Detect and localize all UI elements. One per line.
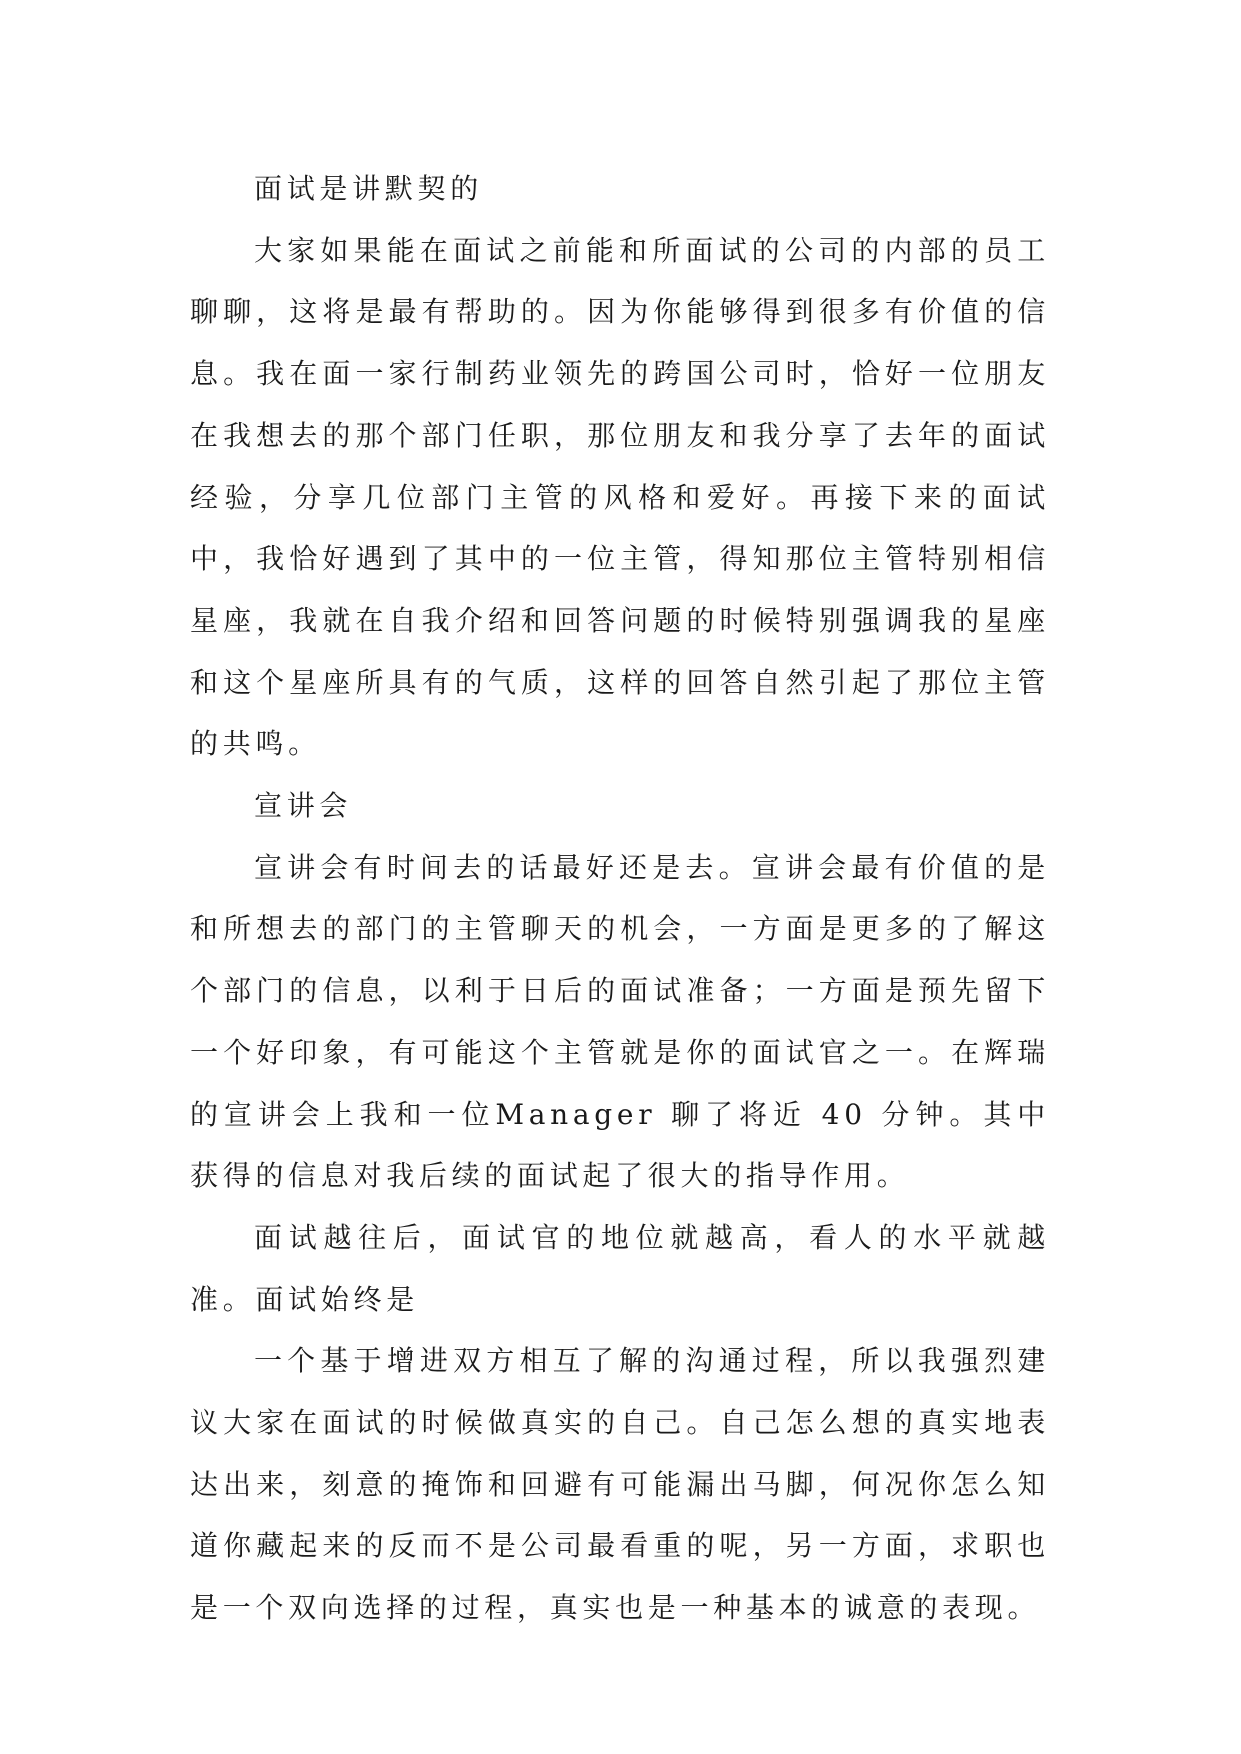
document-body [190, 158, 1050, 1639]
paragraph-be-yourself: 一个基于增进双方相互了解的沟通过程，所以我强烈建议大家在面试的时候做真实的自己。自己怎么想的真实地表达出来，刻意的掩饰和回避有可能漏出马脚，何况你怎么知道你藏起来的反而不是公司最看重的呢，另一方面，求职也是一个双向选择的过程，真实也是一种基本的诚意的表现。 [190, 1344, 1050, 1625]
section-heading-tacit-understanding: 面试是讲默契的 [254, 172, 483, 205]
paragraph-later-interviews: 面试越往后，面试官的地位就越高，看人的水平就越准。面试始终是 [190, 1220, 1050, 1316]
section-heading-info-session: 宣讲会 [254, 789, 353, 823]
paragraph-insider-info: 大家如果能在面试之前能和所面试的公司的内部的员工聊聊，这将是最有帮助的。因为你能够得到很多有价值的信息。我在面一家行制药业领先的跨国公司时，恰好一位朋友在我想去的那个部门任职，那位朋友和我分享了去年的面试经验，分享几位部门主管的风格和爱好。再接下来的面试中，我恰好遇到了其中的一位主管，得知那位主管特别相信星座，我就在自我介绍和回答问题的时候特别强调我的星座和这个星座所具有的气质，这样的回答自然引起了那位主管的共鸣。 [190, 233, 1050, 761]
paragraph-info-session: 宣讲会有时间去的话最好还是去。宣讲会最有价值的是和所想去的部门的主管聊天的机会，一方面是更多的了解这个部门的信息，以利于日后的面试准备；一方面是预先留下一个好印象，有可能这个主管就是你的面试官之一。在辉瑞的宣讲会上我和一位Manager 聊了将近 40 分钟。其中获得的信息对我后续的面试起了很大的指导作用。 [190, 850, 1050, 1193]
